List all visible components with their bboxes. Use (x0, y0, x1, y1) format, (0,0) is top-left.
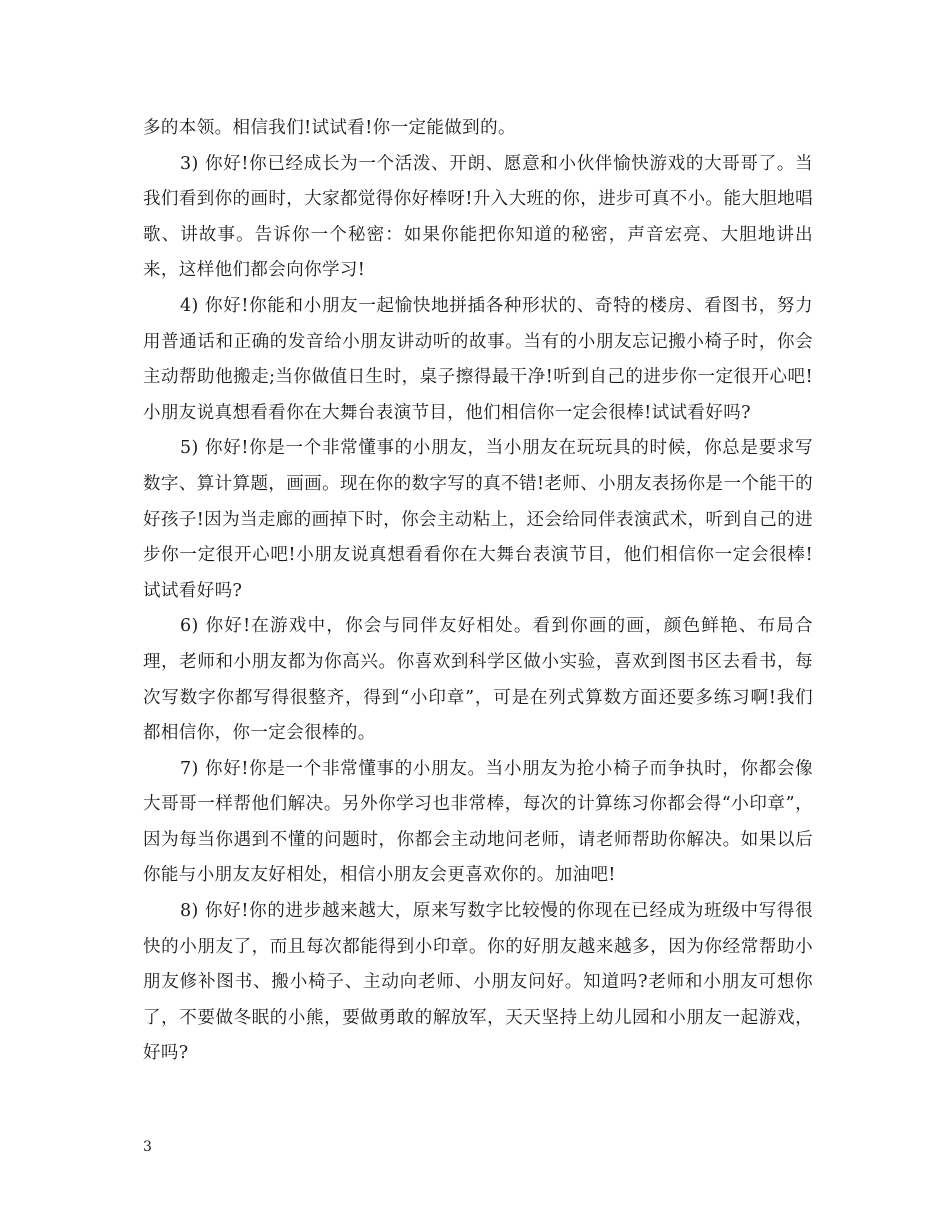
paragraph-item-6: 6) 你好!在游戏中，你会与同伴友好相处。看到你画的画，颜色鲜艳、布局合理，老师和小朋友都为你高兴。你喜欢到科学区做小实验，喜欢到图书区去看书，每次写数字你都写得很整齐，得到“小印章”，可是在列式算数方面还要多练习啊!我们都相信你，你一定会很棒的。 (143, 616, 813, 744)
paragraph-item-7: 7) 你好!你是一个非常懂事的小朋友。当小朋友为抢小椅子而争执时，你都会像大哥哥一样帮他们解决。另外你学习也非常棒，每次的计算练习你都会得“小印章”，因为每当你遇到不懂的问题时，你都会主动地问老师，请老师帮助你解决。如果以后你能与小朋友友好相处，相信小朋友会更喜欢你的。加油吧! (143, 758, 813, 886)
page-number: 3 (143, 1139, 152, 1155)
document-body (143, 111, 813, 1072)
paragraph-item-3: 3) 你好!你已经成长为一个活泼、开朗、愿意和小伙伴愉快游戏的大哥哥了。当我们看到你的画时，大家都觉得你好棒呀!升入大班的你，进步可真不小。能大胆地唱歌、讲故事。告诉你一个秘密：如果你能把你知道的秘密，声音宏亮、大胆地讲出来，这样他们都会向你学习! (143, 153, 813, 281)
paragraph-item-4: 4) 你好!你能和小朋友一起愉快地拼插各种形状的、奇特的楼房、看图书，努力用普通话和正确的发音给小朋友讲动听的故事。当有的小朋友忘记搬小椅子时，你会主动帮助他搬走;当你做值日生时，桌子擦得最干净!听到自己的进步你一定很开心吧!小朋友说真想看看你在大舞台表演节目，他们相信你一定会很棒!试试看好吗? (143, 295, 813, 423)
paragraph-item-5: 5) 你好!你是一个非常懂事的小朋友，当小朋友在玩玩具的时候，你总是要求写数字、算计算题，画画。现在你的数字写的真不错!老师、小朋友表扬你是一个能干的好孩子!因为当走廊的画掉下时，你会主动粘上，还会给同伴表演武术，听到自己的进步你一定很开心吧!小朋友说真想看看你在大舞台表演节目，他们相信你一定会很棒!试试看好吗? (143, 438, 813, 601)
paragraph-continuation: 多的本领。相信我们!试试看!你一定能做到的。 (143, 118, 516, 138)
paragraph-item-8: 8) 你好!你的进步越来越大，原来写数字比较慢的你现在已经成为班级中写得很快的小朋友了，而且每次都能得到小印章。你的好朋友越来越多，因为你经常帮助小朋友修补图书、搬小椅子、主动向老师、小朋友问好。知道吗?老师和小朋友可想你了，不要做冬眠的小熊，要做勇敢的解放军，天天坚持上幼儿园和小朋友一起游戏，好吗? (143, 901, 813, 1064)
